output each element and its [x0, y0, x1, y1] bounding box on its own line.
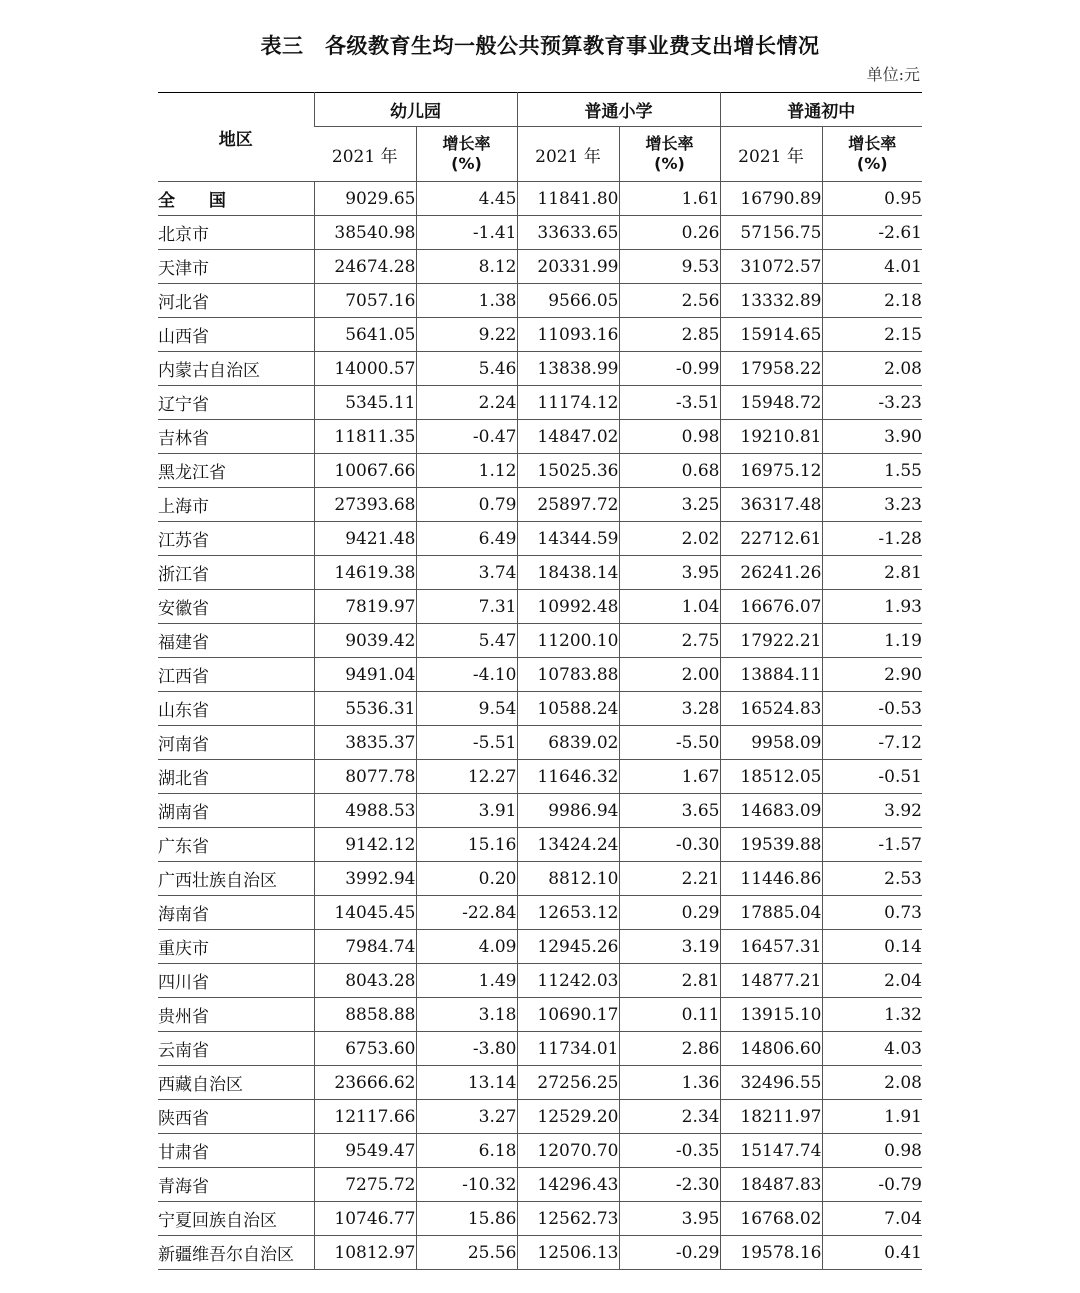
kindergarten-growth-cell: 6.18: [416, 1134, 517, 1168]
junior-high-growth-cell: 2.15: [822, 318, 922, 352]
region-name: 贵州省: [158, 998, 314, 1032]
primary-growth-cell: 2.86: [619, 1032, 720, 1066]
primary-2021-cell: 12070.70: [517, 1134, 619, 1168]
primary-2021-cell: 9986.94: [517, 794, 619, 828]
region-name: 吉林省: [158, 420, 314, 454]
kindergarten-2021-cell: 9491.04: [314, 658, 416, 692]
primary-2021-cell: 14847.02: [517, 420, 619, 454]
junior-high-2021-cell: 18487.83: [720, 1168, 822, 1202]
primary-2021-cell: 14344.59: [517, 522, 619, 556]
table-row: [158, 216, 922, 250]
primary-growth-cell: 0.68: [619, 454, 720, 488]
table-row: [158, 964, 922, 998]
table-row: [158, 454, 922, 488]
junior-high-2021-cell: 11446.86: [720, 862, 822, 896]
junior-high-2021-cell: 16524.83: [720, 692, 822, 726]
region-name: 四川省: [158, 964, 314, 998]
unit-label: 单位:元: [866, 65, 920, 84]
primary-2021-cell: 12506.13: [517, 1236, 619, 1270]
kindergarten-2021-cell: 5536.31: [314, 692, 416, 726]
header-rate-line2: (%): [654, 154, 685, 173]
junior-high-growth-cell: 3.92: [822, 794, 922, 828]
table-row: [158, 726, 922, 760]
junior-high-growth-cell: 3.23: [822, 488, 922, 522]
table-row: [158, 1236, 922, 1270]
header-rate-line1: 增长率: [645, 134, 694, 153]
kindergarten-2021-cell: 10746.77: [314, 1202, 416, 1236]
kindergarten-2021-cell: 9142.12: [314, 828, 416, 862]
header-rate-line2: (%): [451, 154, 482, 173]
junior-high-growth-cell: 2.90: [822, 658, 922, 692]
primary-growth-cell: 1.36: [619, 1066, 720, 1100]
junior-high-growth-cell: 2.04: [822, 964, 922, 998]
kindergarten-growth-cell: -5.51: [416, 726, 517, 760]
header-rate-line1: 增长率: [848, 134, 897, 153]
primary-2021-cell: 10783.88: [517, 658, 619, 692]
kindergarten-growth-cell: 13.14: [416, 1066, 517, 1100]
table-row: [158, 1100, 922, 1134]
primary-2021-cell: 10588.24: [517, 692, 619, 726]
primary-2021-cell: 11734.01: [517, 1032, 619, 1066]
kindergarten-growth-cell: -1.41: [416, 216, 517, 250]
primary-growth-cell: 1.67: [619, 760, 720, 794]
region-name: 河南省: [158, 726, 314, 760]
region-name: 湖南省: [158, 794, 314, 828]
kindergarten-growth-cell: 1.38: [416, 284, 517, 318]
primary-growth-cell: -0.35: [619, 1134, 720, 1168]
kindergarten-growth-cell: 3.91: [416, 794, 517, 828]
kindergarten-growth-cell: -10.32: [416, 1168, 517, 1202]
primary-2021-cell: 27256.25: [517, 1066, 619, 1100]
table-row: [158, 1134, 922, 1168]
junior-high-growth-cell: -3.23: [822, 386, 922, 420]
kindergarten-2021-cell: 9039.42: [314, 624, 416, 658]
primary-2021-cell: 10690.17: [517, 998, 619, 1032]
region-name: 山东省: [158, 692, 314, 726]
table-row: [158, 250, 922, 284]
junior-high-2021-cell: 14877.21: [720, 964, 822, 998]
table-row: [158, 590, 922, 624]
primary-growth-cell: -2.30: [619, 1168, 720, 1202]
region-name: 陕西省: [158, 1100, 314, 1134]
kindergarten-2021-cell: 11811.35: [314, 420, 416, 454]
kindergarten-2021-cell: 5345.11: [314, 386, 416, 420]
kindergarten-2021-cell: 9549.47: [314, 1134, 416, 1168]
junior-high-growth-cell: 0.98: [822, 1134, 922, 1168]
primary-2021-cell: 25897.72: [517, 488, 619, 522]
primary-growth-cell: 0.29: [619, 896, 720, 930]
junior-high-growth-cell: 2.08: [822, 1066, 922, 1100]
junior-high-2021-cell: 16790.89: [720, 182, 822, 216]
primary-growth-cell: 3.19: [619, 930, 720, 964]
junior-high-growth-cell: -0.51: [822, 760, 922, 794]
kindergarten-2021-cell: 3992.94: [314, 862, 416, 896]
header-growth-rate: [822, 127, 922, 182]
kindergarten-2021-cell: 9029.65: [314, 182, 416, 216]
kindergarten-growth-cell: 6.49: [416, 522, 517, 556]
kindergarten-2021-cell: 10812.97: [314, 1236, 416, 1270]
junior-high-2021-cell: 16975.12: [720, 454, 822, 488]
kindergarten-2021-cell: 24674.28: [314, 250, 416, 284]
junior-high-growth-cell: 2.81: [822, 556, 922, 590]
header-junior-high: 普通初中: [720, 93, 922, 127]
header-kindergarten: 幼儿园: [314, 93, 517, 127]
table-row: [158, 182, 922, 216]
kindergarten-2021-cell: 7984.74: [314, 930, 416, 964]
region-name: 福建省: [158, 624, 314, 658]
kindergarten-2021-cell: 8077.78: [314, 760, 416, 794]
junior-high-2021-cell: 17958.22: [720, 352, 822, 386]
table-row: [158, 794, 922, 828]
kindergarten-2021-cell: 14000.57: [314, 352, 416, 386]
table-row: [158, 828, 922, 862]
primary-2021-cell: 13424.24: [517, 828, 619, 862]
kindergarten-2021-cell: 9421.48: [314, 522, 416, 556]
primary-2021-cell: 12945.26: [517, 930, 619, 964]
region-name: 广东省: [158, 828, 314, 862]
region-name: 河北省: [158, 284, 314, 318]
header-growth-rate: [619, 127, 720, 182]
kindergarten-growth-cell: 15.86: [416, 1202, 517, 1236]
primary-growth-cell: 1.61: [619, 182, 720, 216]
junior-high-2021-cell: 15948.72: [720, 386, 822, 420]
junior-high-2021-cell: 16676.07: [720, 590, 822, 624]
primary-2021-cell: 14296.43: [517, 1168, 619, 1202]
kindergarten-growth-cell: 0.20: [416, 862, 517, 896]
primary-2021-cell: 10992.48: [517, 590, 619, 624]
primary-growth-cell: 3.28: [619, 692, 720, 726]
kindergarten-growth-cell: 25.56: [416, 1236, 517, 1270]
kindergarten-growth-cell: 8.12: [416, 250, 517, 284]
kindergarten-2021-cell: 8043.28: [314, 964, 416, 998]
junior-high-growth-cell: 1.93: [822, 590, 922, 624]
table-row: [158, 488, 922, 522]
primary-growth-cell: 3.65: [619, 794, 720, 828]
primary-2021-cell: 18438.14: [517, 556, 619, 590]
primary-2021-cell: 11200.10: [517, 624, 619, 658]
header-primary-school: 普通小学: [517, 93, 720, 127]
junior-high-growth-cell: 2.53: [822, 862, 922, 896]
primary-growth-cell: -0.29: [619, 1236, 720, 1270]
header-rate-line1: 增长率: [442, 134, 491, 153]
junior-high-growth-cell: 4.01: [822, 250, 922, 284]
region-name: 青海省: [158, 1168, 314, 1202]
header-year: 2021 年: [314, 127, 416, 182]
junior-high-growth-cell: -1.57: [822, 828, 922, 862]
kindergarten-2021-cell: 12117.66: [314, 1100, 416, 1134]
junior-high-2021-cell: 17922.21: [720, 624, 822, 658]
primary-growth-cell: -0.30: [619, 828, 720, 862]
kindergarten-growth-cell: 4.09: [416, 930, 517, 964]
junior-high-2021-cell: 57156.75: [720, 216, 822, 250]
kindergarten-2021-cell: 14045.45: [314, 896, 416, 930]
junior-high-2021-cell: 26241.26: [720, 556, 822, 590]
primary-growth-cell: 3.95: [619, 1202, 720, 1236]
table-row: [158, 624, 922, 658]
junior-high-2021-cell: 9958.09: [720, 726, 822, 760]
junior-high-growth-cell: 3.90: [822, 420, 922, 454]
region-name: 甘肃省: [158, 1134, 314, 1168]
junior-high-growth-cell: 2.18: [822, 284, 922, 318]
region-name: 湖北省: [158, 760, 314, 794]
region-name: 黑龙江省: [158, 454, 314, 488]
kindergarten-growth-cell: 4.45: [416, 182, 517, 216]
region-name: 江西省: [158, 658, 314, 692]
kindergarten-2021-cell: 5641.05: [314, 318, 416, 352]
table-row: [158, 658, 922, 692]
junior-high-2021-cell: 36317.48: [720, 488, 822, 522]
region-name: 西藏自治区: [158, 1066, 314, 1100]
table-row: [158, 692, 922, 726]
region-name: 安徽省: [158, 590, 314, 624]
junior-high-growth-cell: 7.04: [822, 1202, 922, 1236]
region-name: 宁夏回族自治区: [158, 1202, 314, 1236]
table-row: [158, 318, 922, 352]
junior-high-2021-cell: 13884.11: [720, 658, 822, 692]
kindergarten-growth-cell: 5.46: [416, 352, 517, 386]
junior-high-2021-cell: 19578.16: [720, 1236, 822, 1270]
primary-2021-cell: 11174.12: [517, 386, 619, 420]
primary-growth-cell: 0.11: [619, 998, 720, 1032]
primary-2021-cell: 20331.99: [517, 250, 619, 284]
kindergarten-growth-cell: 7.31: [416, 590, 517, 624]
junior-high-growth-cell: 1.55: [822, 454, 922, 488]
kindergarten-2021-cell: 14619.38: [314, 556, 416, 590]
junior-high-growth-cell: 0.14: [822, 930, 922, 964]
primary-2021-cell: 8812.10: [517, 862, 619, 896]
primary-2021-cell: 6839.02: [517, 726, 619, 760]
header-growth-rate: [416, 127, 517, 182]
region-name: 浙江省: [158, 556, 314, 590]
region-name: 北京市: [158, 216, 314, 250]
primary-2021-cell: 12653.12: [517, 896, 619, 930]
region-name: 江苏省: [158, 522, 314, 556]
primary-2021-cell: 11646.32: [517, 760, 619, 794]
junior-high-2021-cell: 19210.81: [720, 420, 822, 454]
table-row: [158, 284, 922, 318]
table-row: [158, 1066, 922, 1100]
junior-high-growth-cell: 0.41: [822, 1236, 922, 1270]
kindergarten-growth-cell: 12.27: [416, 760, 517, 794]
table-row: [158, 1202, 922, 1236]
region-name: 广西壮族自治区: [158, 862, 314, 896]
kindergarten-2021-cell: 23666.62: [314, 1066, 416, 1100]
junior-high-2021-cell: 32496.55: [720, 1066, 822, 1100]
junior-high-2021-cell: 13915.10: [720, 998, 822, 1032]
primary-growth-cell: 0.26: [619, 216, 720, 250]
junior-high-2021-cell: 19539.88: [720, 828, 822, 862]
table-row: [158, 352, 922, 386]
kindergarten-growth-cell: 3.27: [416, 1100, 517, 1134]
junior-high-2021-cell: 18512.05: [720, 760, 822, 794]
table-row: [158, 930, 922, 964]
region-name: 天津市: [158, 250, 314, 284]
region-name: 云南省: [158, 1032, 314, 1066]
primary-growth-cell: 2.56: [619, 284, 720, 318]
kindergarten-2021-cell: 38540.98: [314, 216, 416, 250]
table-title: 表三 各级教育生均一般公共预算教育事业费支出增长情况: [260, 34, 820, 58]
region-name: 上海市: [158, 488, 314, 522]
primary-growth-cell: 2.85: [619, 318, 720, 352]
junior-high-2021-cell: 14806.60: [720, 1032, 822, 1066]
kindergarten-2021-cell: 3835.37: [314, 726, 416, 760]
junior-high-growth-cell: 4.03: [822, 1032, 922, 1066]
junior-high-2021-cell: 15914.65: [720, 318, 822, 352]
primary-2021-cell: 11093.16: [517, 318, 619, 352]
primary-growth-cell: 2.81: [619, 964, 720, 998]
table-row: [158, 522, 922, 556]
table-row: [158, 896, 922, 930]
kindergarten-growth-cell: 0.79: [416, 488, 517, 522]
primary-growth-cell: 2.00: [619, 658, 720, 692]
kindergarten-2021-cell: 27393.68: [314, 488, 416, 522]
primary-growth-cell: -5.50: [619, 726, 720, 760]
kindergarten-2021-cell: 6753.60: [314, 1032, 416, 1066]
primary-2021-cell: 11242.03: [517, 964, 619, 998]
table-body: [158, 182, 922, 1270]
kindergarten-2021-cell: 7275.72: [314, 1168, 416, 1202]
primary-growth-cell: 2.02: [619, 522, 720, 556]
kindergarten-2021-cell: 7819.97: [314, 590, 416, 624]
primary-2021-cell: 12562.73: [517, 1202, 619, 1236]
primary-growth-cell: 3.25: [619, 488, 720, 522]
kindergarten-2021-cell: 8858.88: [314, 998, 416, 1032]
junior-high-2021-cell: 16768.02: [720, 1202, 822, 1236]
primary-2021-cell: 11841.80: [517, 182, 619, 216]
primary-growth-cell: 2.21: [619, 862, 720, 896]
primary-2021-cell: 9566.05: [517, 284, 619, 318]
junior-high-growth-cell: 0.95: [822, 182, 922, 216]
kindergarten-2021-cell: 10067.66: [314, 454, 416, 488]
header-year: 2021 年: [720, 127, 822, 182]
header-year: 2021 年: [517, 127, 619, 182]
table-row: [158, 1032, 922, 1066]
primary-2021-cell: 15025.36: [517, 454, 619, 488]
kindergarten-growth-cell: 5.47: [416, 624, 517, 658]
junior-high-growth-cell: 1.32: [822, 998, 922, 1032]
table-row: [158, 998, 922, 1032]
primary-2021-cell: 33633.65: [517, 216, 619, 250]
kindergarten-2021-cell: 7057.16: [314, 284, 416, 318]
table-row: [158, 556, 922, 590]
kindergarten-growth-cell: 1.49: [416, 964, 517, 998]
primary-growth-cell: 9.53: [619, 250, 720, 284]
table-header: [158, 93, 922, 182]
primary-2021-cell: 13838.99: [517, 352, 619, 386]
primary-2021-cell: 12529.20: [517, 1100, 619, 1134]
kindergarten-growth-cell: 9.54: [416, 692, 517, 726]
region-name: 内蒙古自治区: [158, 352, 314, 386]
junior-high-growth-cell: -2.61: [822, 216, 922, 250]
kindergarten-growth-cell: 2.24: [416, 386, 517, 420]
primary-growth-cell: 3.95: [619, 556, 720, 590]
expenditure-table: [158, 92, 922, 1270]
kindergarten-growth-cell: 3.18: [416, 998, 517, 1032]
junior-high-2021-cell: 22712.61: [720, 522, 822, 556]
junior-high-growth-cell: -1.28: [822, 522, 922, 556]
table-row: [158, 386, 922, 420]
table-row: [158, 760, 922, 794]
junior-high-2021-cell: 16457.31: [720, 930, 822, 964]
primary-growth-cell: 0.98: [619, 420, 720, 454]
primary-growth-cell: -0.99: [619, 352, 720, 386]
junior-high-2021-cell: 18211.97: [720, 1100, 822, 1134]
table-row: [158, 420, 922, 454]
primary-growth-cell: 2.34: [619, 1100, 720, 1134]
table-row: [158, 862, 922, 896]
region-name: 全 国: [158, 182, 314, 216]
junior-high-growth-cell: 0.73: [822, 896, 922, 930]
junior-high-2021-cell: 15147.74: [720, 1134, 822, 1168]
primary-growth-cell: -3.51: [619, 386, 720, 420]
kindergarten-growth-cell: -0.47: [416, 420, 517, 454]
primary-growth-cell: 1.04: [619, 590, 720, 624]
junior-high-growth-cell: -7.12: [822, 726, 922, 760]
region-name: 新疆维吾尔自治区: [158, 1236, 314, 1270]
junior-high-growth-cell: -0.53: [822, 692, 922, 726]
header-region: 地区: [158, 93, 314, 182]
primary-growth-cell: 2.75: [619, 624, 720, 658]
kindergarten-growth-cell: 3.74: [416, 556, 517, 590]
kindergarten-growth-cell: -3.80: [416, 1032, 517, 1066]
kindergarten-growth-cell: 15.16: [416, 828, 517, 862]
region-name: 海南省: [158, 896, 314, 930]
junior-high-2021-cell: 13332.89: [720, 284, 822, 318]
kindergarten-2021-cell: 4988.53: [314, 794, 416, 828]
region-name: 重庆市: [158, 930, 314, 964]
junior-high-2021-cell: 31072.57: [720, 250, 822, 284]
kindergarten-growth-cell: 1.12: [416, 454, 517, 488]
junior-high-growth-cell: 1.19: [822, 624, 922, 658]
region-name: 辽宁省: [158, 386, 314, 420]
kindergarten-growth-cell: 9.22: [416, 318, 517, 352]
junior-high-growth-cell: -0.79: [822, 1168, 922, 1202]
junior-high-growth-cell: 2.08: [822, 352, 922, 386]
region-name: 山西省: [158, 318, 314, 352]
table-row: [158, 1168, 922, 1202]
junior-high-2021-cell: 14683.09: [720, 794, 822, 828]
kindergarten-growth-cell: -22.84: [416, 896, 517, 930]
header-rate-line2: (%): [856, 154, 888, 173]
junior-high-2021-cell: 17885.04: [720, 896, 822, 930]
junior-high-growth-cell: 1.91: [822, 1100, 922, 1134]
kindergarten-growth-cell: -4.10: [416, 658, 517, 692]
